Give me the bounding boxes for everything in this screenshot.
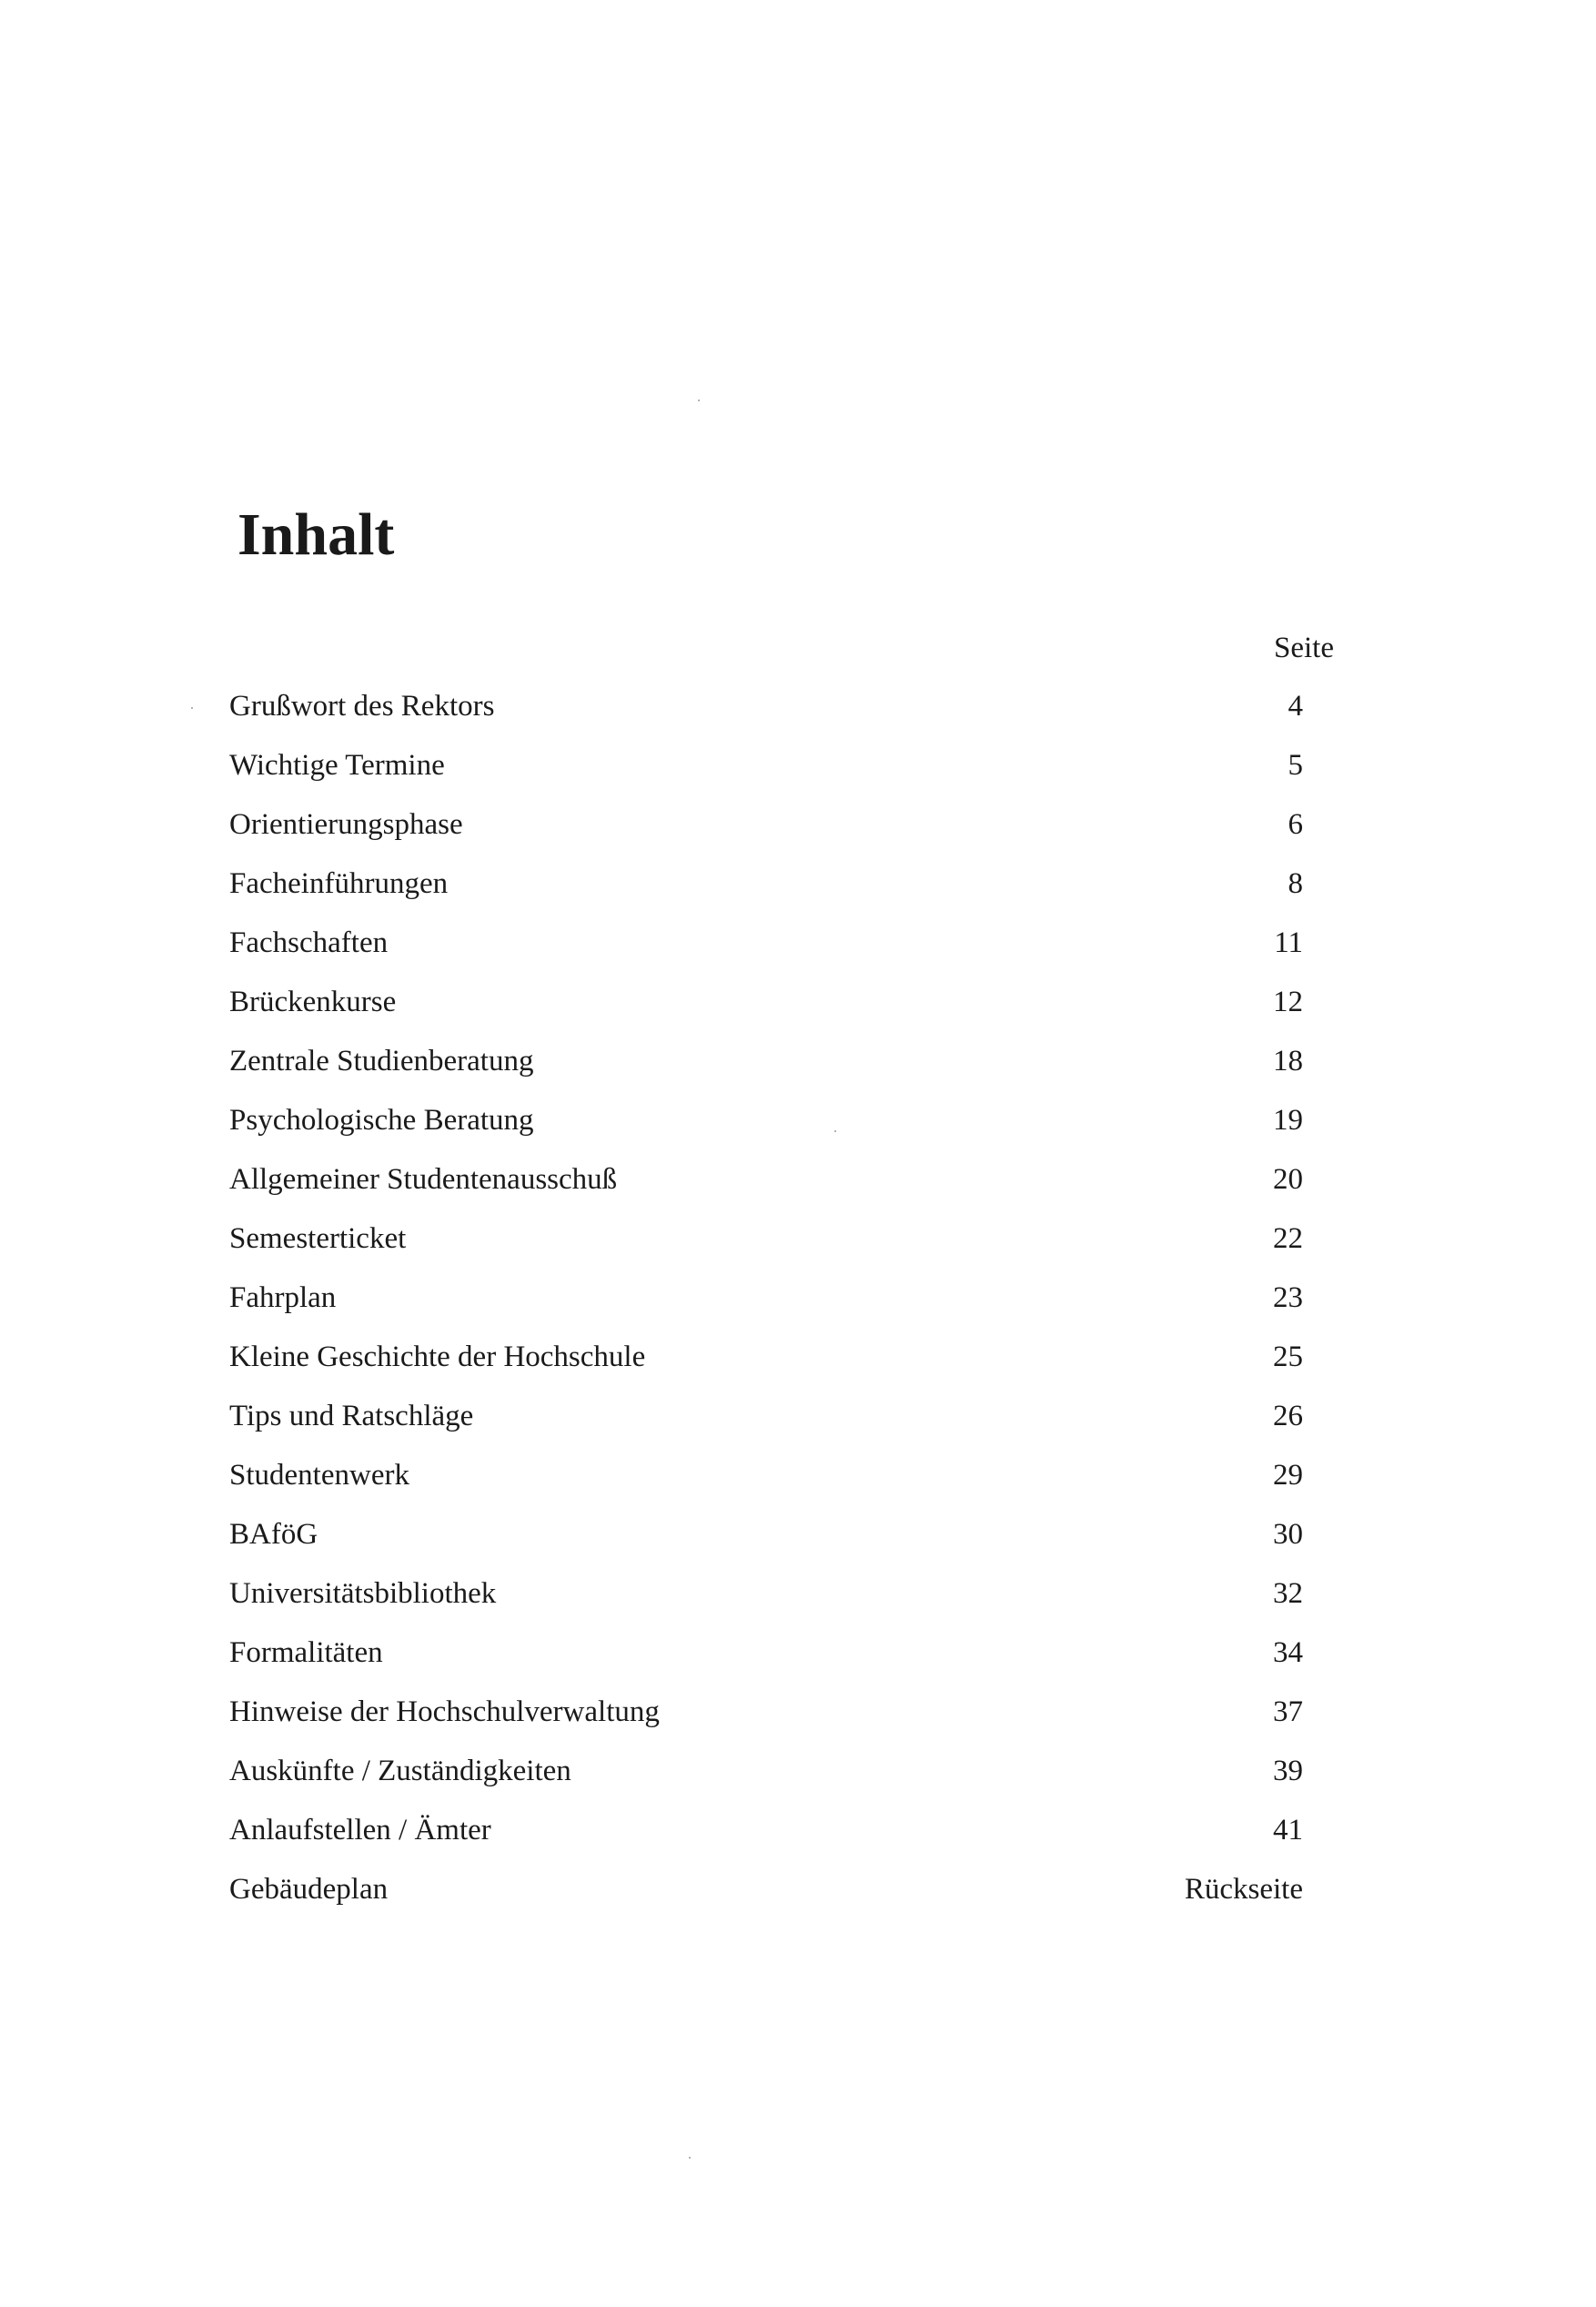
toc-entry <box>229 1516 1303 1575</box>
toc-entry <box>229 1102 1303 1161</box>
toc-entry-title: Studentenwerk <box>229 1459 409 1492</box>
toc-entry <box>229 1398 1303 1457</box>
toc-entry <box>229 1043 1303 1102</box>
toc-entry-title: Kleine Geschichte der Hochschule <box>229 1341 646 1373</box>
toc-entry-title: Auskünfte / Zuständigkeiten <box>229 1755 571 1787</box>
toc-entry-title: Allgemeiner Studentenausschuß <box>229 1163 618 1196</box>
table-of-contents <box>229 688 1303 1930</box>
toc-entry-title: Psychologische Beratung <box>229 1104 534 1137</box>
toc-entry-title: Fachschaften <box>229 926 389 959</box>
scan-speck <box>834 1130 836 1132</box>
toc-entry-title: Zentrale Studienberatung <box>229 1045 534 1078</box>
toc-entry-title: Anlaufstellen / Ämter <box>229 1814 491 1847</box>
toc-entry-title: Tips und Ratschläge <box>229 1400 474 1432</box>
toc-entry-page: 19 <box>1273 1104 1303 1137</box>
toc-entry-page: 6 <box>1288 808 1303 841</box>
toc-entry-title: Grußwort des Rektors <box>229 690 495 723</box>
toc-entry-title: Universitätsbibliothek <box>229 1577 497 1610</box>
scan-speck <box>689 2157 691 2159</box>
toc-entry-title: Semesterticket <box>229 1222 407 1255</box>
scan-speck <box>191 707 193 709</box>
toc-entry-page: 32 <box>1273 1577 1303 1610</box>
toc-entry-title: Facheinführungen <box>229 867 449 900</box>
toc-entry-page: 18 <box>1273 1045 1303 1078</box>
toc-entry-page: 37 <box>1273 1695 1303 1728</box>
toc-entry-title: Brückenkurse <box>229 986 397 1018</box>
toc-entry <box>229 1280 1303 1339</box>
toc-entry-title: Formalitäten <box>229 1636 383 1669</box>
toc-entry-page: 8 <box>1288 867 1303 900</box>
toc-entry-page: 4 <box>1288 690 1303 723</box>
toc-entry-page: 11 <box>1274 926 1303 959</box>
toc-entry <box>229 1812 1303 1871</box>
toc-entry <box>229 747 1303 806</box>
toc-entry-page: 23 <box>1273 1281 1303 1314</box>
page-title: Inhalt <box>237 501 395 568</box>
toc-entry-page: 25 <box>1273 1341 1303 1373</box>
toc-entry-page: 20 <box>1273 1163 1303 1196</box>
toc-entry-title: BAföG <box>229 1518 318 1551</box>
toc-entry <box>229 925 1303 984</box>
toc-entry-page: 30 <box>1273 1518 1303 1551</box>
toc-entry-page: 26 <box>1273 1400 1303 1432</box>
toc-entry-page: 41 <box>1273 1814 1303 1847</box>
toc-entry-page: 34 <box>1273 1636 1303 1669</box>
toc-entry <box>229 688 1303 747</box>
toc-entry <box>229 1753 1303 1812</box>
toc-entry <box>229 1457 1303 1516</box>
toc-entry <box>229 1220 1303 1280</box>
toc-entry-page: 29 <box>1273 1459 1303 1492</box>
toc-entry-title: Wichtige Termine <box>229 749 445 782</box>
page-column-header: Seite <box>1274 632 1334 664</box>
toc-entry-page: 39 <box>1273 1755 1303 1787</box>
toc-entry <box>229 1161 1303 1220</box>
toc-entry-page: 5 <box>1288 749 1303 782</box>
toc-entry-title: Hinweise der Hochschulverwaltung <box>229 1695 660 1728</box>
toc-entry <box>229 1634 1303 1694</box>
toc-entry <box>229 865 1303 925</box>
scan-speck <box>698 400 700 401</box>
toc-entry <box>229 1694 1303 1753</box>
toc-entry-title: Fahrplan <box>229 1281 337 1314</box>
toc-entry <box>229 984 1303 1043</box>
toc-entry-title: Orientierungsphase <box>229 808 463 841</box>
toc-entry <box>229 806 1303 865</box>
toc-entry-page: 12 <box>1273 986 1303 1018</box>
toc-entry-title: Gebäudeplan <box>229 1873 389 1906</box>
toc-entry <box>229 1871 1303 1930</box>
toc-entry-page: Rückseite <box>1184 1873 1303 1906</box>
toc-entry <box>229 1339 1303 1398</box>
toc-entry-page: 22 <box>1273 1222 1303 1255</box>
toc-entry <box>229 1575 1303 1634</box>
